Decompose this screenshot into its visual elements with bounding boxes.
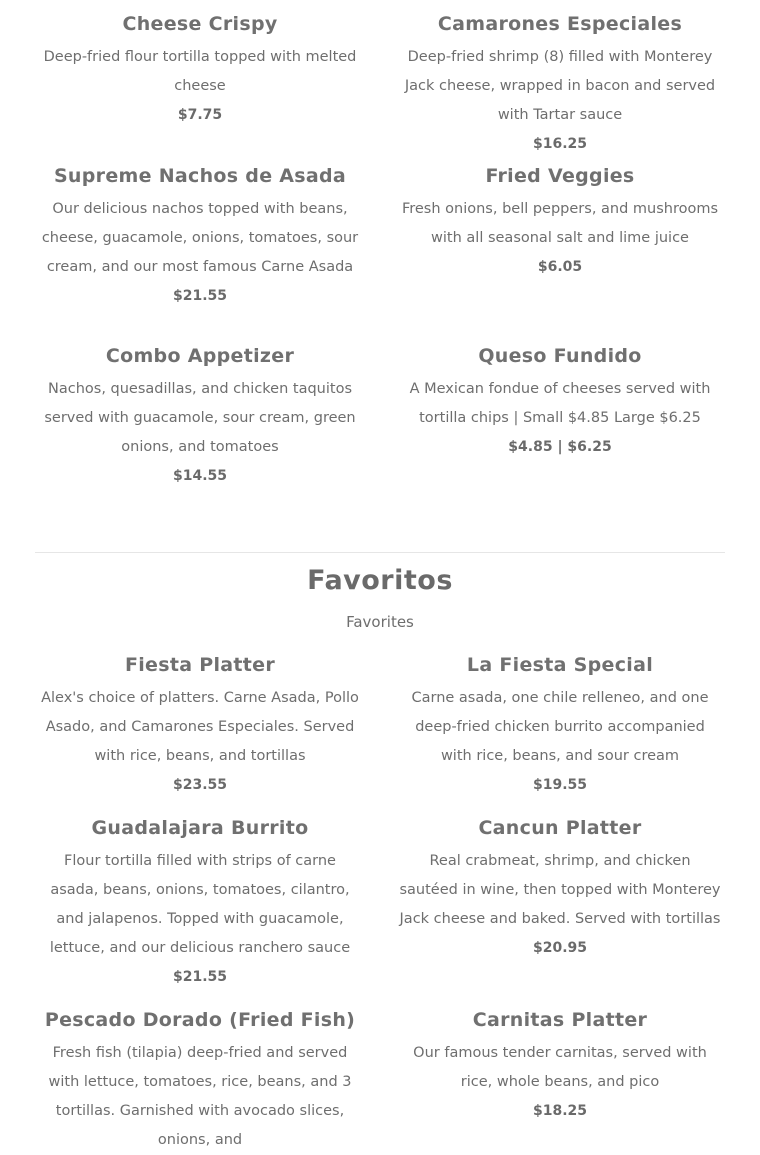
menu-item-price: $6.05 [537, 259, 583, 275]
menu-item-description: Fresh onions, bell peppers, and mushrooms with all seasonal salt and lime juice [401, 201, 719, 246]
menu-item-name: Pescado Dorado (Fried Fish) [44, 1009, 356, 1031]
menu-item-name: La Fiesta Special [466, 654, 654, 676]
appetizers-grid [20, 11, 740, 523]
menu-item-name: Carnitas Platter [472, 1009, 648, 1031]
menu-item-description: Flour tortilla filled with strips of carne asada, beans, onions, tomatoes, cilantro, and jalapenos. Topped with guacamole, lettuce, and our delicious ranchero sauce [49, 853, 351, 956]
menu-item-price: $7.75 [177, 107, 223, 123]
menu-item-name: Cheese Crispy [122, 13, 278, 35]
menu-item [20, 343, 380, 523]
menu-item-description: Our famous tender carnitas, served with rice, whole beans, and pico [413, 1045, 707, 1090]
menu-item-price: $23.55 [172, 777, 228, 793]
menu-item-name: Fiesta Platter [124, 654, 276, 676]
section-title: Favoritos [307, 565, 453, 596]
menu-item-price: $4.85 | $6.25 [508, 439, 612, 455]
menu-item-description: Our delicious nachos topped with beans, cheese, guacamole, onions, tomatoes, sour cream, and our most famous Carne Asada [41, 201, 359, 275]
menu-item [380, 1007, 740, 1137]
menu-item-name: Cancun Platter [478, 817, 642, 839]
menu-item-name: Supreme Nachos de Asada [53, 165, 347, 187]
menu-item-name: Queso Fundido [478, 345, 642, 367]
menu-item-price: $19.55 [532, 777, 588, 793]
menu-item [380, 652, 740, 815]
menu-item-description: Fresh fish (tilapia) deep-fried and served with lettuce, tomatoes, rice, beans, and 3 tortillas. Garnished with avocado slices, onions, and [48, 1045, 352, 1148]
menu-item-name: Guadalajara Burrito [91, 817, 309, 839]
menu-item-name: Fried Veggies [485, 165, 635, 187]
menu-item-description: A Mexican fondue of cheeses served with tortilla chips | Small $4.85 Large $6.25 [409, 381, 711, 426]
menu-item-description: Carne asada, one chile relleneo, and one deep-fried chicken burrito accompanied with rice, beans, and sour cream [411, 690, 709, 764]
menu-item [380, 343, 740, 523]
menu-item-name: Camarones Especiales [437, 13, 683, 35]
menu-item-description: Real crabmeat, shrimp, and chicken sautéed in wine, then topped with Monterey Jack cheese and baked. Served with tortillas [399, 853, 721, 927]
menu-item-price: $21.55 [172, 969, 228, 985]
menu-item [380, 163, 740, 343]
menu-item-price: $21.55 [172, 288, 228, 304]
menu-item [20, 11, 380, 163]
menu-item [20, 1007, 380, 1148]
menu-item-description: Nachos, quesadillas, and chicken taquitos served with guacamole, sour cream, green onions, and tomatoes [44, 381, 356, 455]
menu-item-name: Combo Appetizer [105, 345, 295, 367]
section-subtitle: Favorites [346, 613, 414, 631]
menu-item-description: Alex's choice of platters. Carne Asada, Pollo Asado, and Camarones Especiales. Served with rice, beans, and tortillas [41, 690, 359, 764]
menu-item-description: Deep-fried flour tortilla topped with melted cheese [43, 49, 357, 94]
menu-item-description: Deep-fried shrimp (8) filled with Monterey Jack cheese, wrapped in bacon and served with Tartar sauce [404, 49, 716, 123]
section-divider [35, 552, 725, 553]
menu-item-price: $14.55 [172, 468, 228, 484]
menu-item [20, 652, 380, 815]
menu-item [20, 815, 380, 1007]
menu-item [380, 11, 740, 163]
favoritos-grid [20, 652, 740, 1148]
menu-item-price: $16.25 [532, 136, 588, 152]
menu-item [20, 163, 380, 343]
menu-item [380, 815, 740, 1007]
menu-item-price: $18.25 [532, 1103, 588, 1119]
menu-item-price: $20.95 [532, 940, 588, 956]
